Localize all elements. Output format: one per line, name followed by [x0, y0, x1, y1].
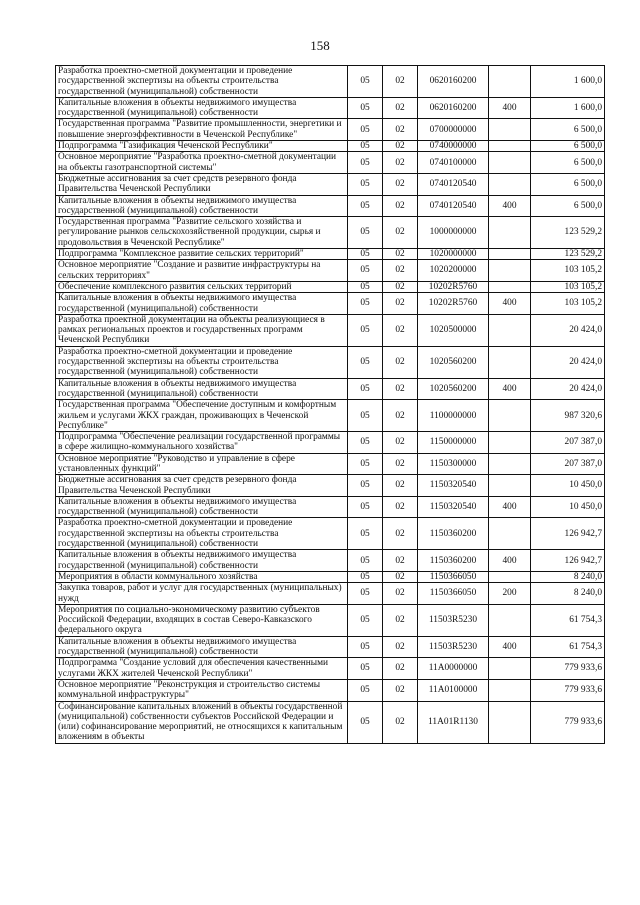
- row-name: Подпрограмма "Обеспечение реализации государственной программы в сфере жилищно-коммунального хозяйства": [56, 432, 348, 454]
- row-section: 05: [348, 97, 383, 119]
- row-target-article: 11А0100000: [418, 679, 489, 701]
- row-section: 05: [348, 658, 383, 680]
- row-subsection: 02: [383, 400, 418, 432]
- row-name: Закупка товаров, работ и услуг для государственных (муниципальных) нужд: [56, 583, 348, 605]
- row-expense-type: [489, 701, 531, 743]
- row-name: Государственная программа "Развитие сельского хозяйства и регулирование рынков сельскохозяйственной продукции, сырья и продовольствия в Чеченской Республике": [56, 217, 348, 249]
- row-target-article: 10202R5760: [418, 293, 489, 315]
- row-target-article: 1020560200: [418, 346, 489, 378]
- row-expense-type: [489, 281, 531, 292]
- row-section: 05: [348, 314, 383, 346]
- row-section: 05: [348, 604, 383, 636]
- row-section: 05: [348, 701, 383, 743]
- row-target-article: 1150300000: [418, 453, 489, 475]
- row-amount: 61 754,3: [531, 604, 605, 636]
- row-name: Государственная программа "Обеспечение доступным и комфортным жильем и услугами ЖКХ граждан, проживающих в Чеченской Республике": [56, 400, 348, 432]
- row-target-article: 0620160200: [418, 66, 489, 98]
- row-subsection: 02: [383, 496, 418, 518]
- row-target-article: 11503R5230: [418, 604, 489, 636]
- row-section: 05: [348, 66, 383, 98]
- row-target-article: 0740000000: [418, 141, 489, 152]
- row-expense-type: 200: [489, 583, 531, 605]
- row-amount: 6 500,0: [531, 173, 605, 195]
- row-amount: 987 320,6: [531, 400, 605, 432]
- row-section: 05: [348, 475, 383, 497]
- table-row: [56, 281, 605, 292]
- table-row: [56, 636, 605, 658]
- table-row: [56, 173, 605, 195]
- row-section: 05: [348, 173, 383, 195]
- row-subsection: 02: [383, 217, 418, 249]
- row-expense-type: [489, 173, 531, 195]
- row-target-article: 1150000000: [418, 432, 489, 454]
- row-amount: 10 450,0: [531, 496, 605, 518]
- row-name: Подпрограмма "Создание условий для обеспечения качественными услугами ЖКХ жителей Чеченской Республики": [56, 658, 348, 680]
- row-subsection: 02: [383, 679, 418, 701]
- table-row: [56, 195, 605, 217]
- row-section: 05: [348, 518, 383, 550]
- table-row: [56, 400, 605, 432]
- row-section: 05: [348, 281, 383, 292]
- row-amount: 20 424,0: [531, 314, 605, 346]
- row-expense-type: [489, 249, 531, 260]
- row-expense-type: 400: [489, 550, 531, 572]
- row-expense-type: [489, 679, 531, 701]
- row-target-article: 11503R5230: [418, 636, 489, 658]
- row-expense-type: 400: [489, 496, 531, 518]
- row-section: 05: [348, 195, 383, 217]
- row-section: 05: [348, 400, 383, 432]
- row-name: Основное мероприятие "Создание и развитие инфраструктуры на сельских территориях": [56, 260, 348, 282]
- row-expense-type: [489, 475, 531, 497]
- table-row: [56, 217, 605, 249]
- row-expense-type: [489, 260, 531, 282]
- row-amount: 1 600,0: [531, 97, 605, 119]
- table-row: [56, 293, 605, 315]
- row-target-article: 0700000000: [418, 119, 489, 141]
- row-target-article: 1150320540: [418, 475, 489, 497]
- row-amount: 779 933,6: [531, 658, 605, 680]
- row-section: 05: [348, 378, 383, 400]
- table-row: [56, 679, 605, 701]
- row-section: 05: [348, 293, 383, 315]
- row-section: 05: [348, 583, 383, 605]
- row-amount: 6 500,0: [531, 195, 605, 217]
- table-row: [56, 658, 605, 680]
- row-subsection: 02: [383, 260, 418, 282]
- row-expense-type: [489, 314, 531, 346]
- row-target-article: 1020560200: [418, 378, 489, 400]
- row-expense-type: [489, 658, 531, 680]
- row-expense-type: [489, 119, 531, 141]
- row-section: 05: [348, 119, 383, 141]
- row-amount: 8 240,0: [531, 571, 605, 582]
- table-row: [56, 432, 605, 454]
- row-expense-type: 400: [489, 195, 531, 217]
- row-amount: 207 387,0: [531, 453, 605, 475]
- row-target-article: 0620160200: [418, 97, 489, 119]
- row-subsection: 02: [383, 550, 418, 572]
- table-row: [56, 453, 605, 475]
- row-section: 05: [348, 152, 383, 174]
- row-subsection: 02: [383, 571, 418, 582]
- row-amount: 207 387,0: [531, 432, 605, 454]
- table-row: [56, 314, 605, 346]
- row-target-article: 0740120540: [418, 195, 489, 217]
- row-target-article: 1150360200: [418, 518, 489, 550]
- row-subsection: 02: [383, 604, 418, 636]
- row-expense-type: [489, 518, 531, 550]
- budget-table-body: [56, 66, 605, 744]
- row-subsection: 02: [383, 432, 418, 454]
- row-subsection: 02: [383, 173, 418, 195]
- row-name: Основное мероприятие "Руководство и управление в сфере установленных функций": [56, 453, 348, 475]
- row-name: Разработка проектно-сметной документации и проведение государственной экспертизы на объекты строительства государственной (муниципальной) собственности: [56, 346, 348, 378]
- row-subsection: 02: [383, 518, 418, 550]
- row-subsection: 02: [383, 119, 418, 141]
- budget-table: [55, 65, 605, 744]
- table-row: [56, 119, 605, 141]
- row-section: 05: [348, 679, 383, 701]
- table-row: [56, 97, 605, 119]
- row-target-article: 0740100000: [418, 152, 489, 174]
- row-subsection: 02: [383, 378, 418, 400]
- page-number: 158: [310, 38, 330, 53]
- row-name: Капитальные вложения в объекты недвижимого имущества государственной (муниципальной) собственности: [56, 550, 348, 572]
- row-target-article: 1150366050: [418, 571, 489, 582]
- row-target-article: 0740120540: [418, 173, 489, 195]
- row-name: Государственная программа "Развитие промышленности, энергетики и повышение энергоэффективности в Чеченской Республике": [56, 119, 348, 141]
- row-name: Капитальные вложения в объекты недвижимого имущества государственной (муниципальной) собственности: [56, 636, 348, 658]
- row-expense-type: 400: [489, 97, 531, 119]
- row-amount: 123 529,2: [531, 249, 605, 260]
- row-expense-type: [489, 604, 531, 636]
- row-section: 05: [348, 141, 383, 152]
- row-expense-type: [489, 217, 531, 249]
- table-row: [56, 550, 605, 572]
- row-expense-type: [489, 346, 531, 378]
- row-target-article: 10202R5760: [418, 281, 489, 292]
- row-name: Софинансирование капитальных вложений в объекты государственной (муниципальной) собственности субъектов Российской Федерации и (или) софинансирование мероприятий, не относящихся к капитальным вложениям в объекты: [56, 701, 348, 743]
- table-row: [56, 518, 605, 550]
- row-subsection: 02: [383, 249, 418, 260]
- row-subsection: 02: [383, 97, 418, 119]
- row-subsection: 02: [383, 66, 418, 98]
- row-target-article: 1150366050: [418, 583, 489, 605]
- row-target-article: 1150320540: [418, 496, 489, 518]
- row-amount: 10 450,0: [531, 475, 605, 497]
- row-name: Мероприятия по социально-экономическому развитию субъектов Российской Федерации, входящих в состав Северо-Кавказского федерального округа: [56, 604, 348, 636]
- table-row: [56, 66, 605, 98]
- row-expense-type: [489, 400, 531, 432]
- row-amount: 103 105,2: [531, 260, 605, 282]
- row-amount: 20 424,0: [531, 378, 605, 400]
- row-expense-type: [489, 66, 531, 98]
- row-expense-type: [489, 453, 531, 475]
- row-section: 05: [348, 249, 383, 260]
- row-amount: 6 500,0: [531, 141, 605, 152]
- row-amount: 123 529,2: [531, 217, 605, 249]
- row-subsection: 02: [383, 195, 418, 217]
- row-target-article: 1020500000: [418, 314, 489, 346]
- row-name: Капитальные вложения в объекты недвижимого имущества государственной (муниципальной) собственности: [56, 97, 348, 119]
- row-section: 05: [348, 346, 383, 378]
- row-expense-type: 400: [489, 293, 531, 315]
- row-subsection: 02: [383, 314, 418, 346]
- row-section: 05: [348, 636, 383, 658]
- row-amount: 6 500,0: [531, 152, 605, 174]
- row-section: 05: [348, 217, 383, 249]
- row-name: Разработка проектно-сметной документации и проведение государственной экспертизы на объекты строительства государственной (муниципальной) собственности: [56, 518, 348, 550]
- row-target-article: 11А01R1130: [418, 701, 489, 743]
- row-name: Разработка проектной документации на объекты реализующиеся в рамках региональных проектов и государственных программ Чеченской Республики: [56, 314, 348, 346]
- table-row: [56, 152, 605, 174]
- row-section: 05: [348, 550, 383, 572]
- row-expense-type: [489, 141, 531, 152]
- table-row: [56, 249, 605, 260]
- row-subsection: 02: [383, 293, 418, 315]
- table-row: [56, 141, 605, 152]
- row-target-article: 1150360200: [418, 550, 489, 572]
- table-row: [56, 583, 605, 605]
- row-section: 05: [348, 571, 383, 582]
- table-row: [56, 475, 605, 497]
- row-name: Основное мероприятие "Реконструкция и строительство системы коммунальной инфраструктуры": [56, 679, 348, 701]
- table-row: [56, 496, 605, 518]
- row-subsection: 02: [383, 152, 418, 174]
- row-amount: 6 500,0: [531, 119, 605, 141]
- row-amount: 1 600,0: [531, 66, 605, 98]
- row-amount: 61 754,3: [531, 636, 605, 658]
- row-amount: 20 424,0: [531, 346, 605, 378]
- row-name: Основное мероприятие "Разработка проектно-сметной документации на объекты газотранспортной системы": [56, 152, 348, 174]
- row-subsection: 02: [383, 453, 418, 475]
- table-row: [56, 260, 605, 282]
- row-section: 05: [348, 432, 383, 454]
- row-name: Обеспечение комплексного развития сельских территорий: [56, 281, 348, 292]
- row-amount: 779 933,6: [531, 679, 605, 701]
- row-name: Бюджетные ассигнования за счет средств резервного фонда Правительства Чеченской Республики: [56, 173, 348, 195]
- row-expense-type: 400: [489, 636, 531, 658]
- row-subsection: 02: [383, 346, 418, 378]
- row-amount: 126 942,7: [531, 518, 605, 550]
- row-name: Капитальные вложения в объекты недвижимого имущества государственной (муниципальной) собственности: [56, 195, 348, 217]
- row-amount: 103 105,2: [531, 281, 605, 292]
- row-subsection: 02: [383, 636, 418, 658]
- row-name: Капитальные вложения в объекты недвижимого имущества государственной (муниципальной) собственности: [56, 496, 348, 518]
- table-row: [56, 378, 605, 400]
- row-name: Подпрограмма "Газификация Чеченской Республики": [56, 141, 348, 152]
- row-amount: 779 933,6: [531, 701, 605, 743]
- row-expense-type: [489, 152, 531, 174]
- table-row: [56, 571, 605, 582]
- row-section: 05: [348, 496, 383, 518]
- table-row: [56, 701, 605, 743]
- row-amount: 126 942,7: [531, 550, 605, 572]
- row-name: Разработка проектно-сметной документации и проведение государственной экспертизы на объекты строительства государственной (муниципальной) собственности: [56, 66, 348, 98]
- row-subsection: 02: [383, 658, 418, 680]
- row-target-article: 1100000000: [418, 400, 489, 432]
- row-subsection: 02: [383, 583, 418, 605]
- row-name: Подпрограмма "Комплексное развитие сельских территорий": [56, 249, 348, 260]
- row-name: Бюджетные ассигнования за счет средств резервного фонда Правительства Чеченской Республики: [56, 475, 348, 497]
- row-section: 05: [348, 453, 383, 475]
- row-subsection: 02: [383, 701, 418, 743]
- row-section: 05: [348, 260, 383, 282]
- row-amount: 8 240,0: [531, 583, 605, 605]
- table-row: [56, 346, 605, 378]
- row-target-article: 1020000000: [418, 249, 489, 260]
- row-target-article: 11А0000000: [418, 658, 489, 680]
- row-target-article: 1000000000: [418, 217, 489, 249]
- row-target-article: 1020200000: [418, 260, 489, 282]
- row-name: Капитальные вложения в объекты недвижимого имущества государственной (муниципальной) собственности: [56, 378, 348, 400]
- row-subsection: 02: [383, 475, 418, 497]
- row-expense-type: [489, 432, 531, 454]
- row-amount: 103 105,2: [531, 293, 605, 315]
- row-name: Мероприятия в области коммунального хозяйства: [56, 571, 348, 582]
- row-expense-type: 400: [489, 378, 531, 400]
- row-expense-type: [489, 571, 531, 582]
- row-subsection: 02: [383, 141, 418, 152]
- row-subsection: 02: [383, 281, 418, 292]
- table-row: [56, 604, 605, 636]
- row-name: Капитальные вложения в объекты недвижимого имущества государственной (муниципальной) собственности: [56, 293, 348, 315]
